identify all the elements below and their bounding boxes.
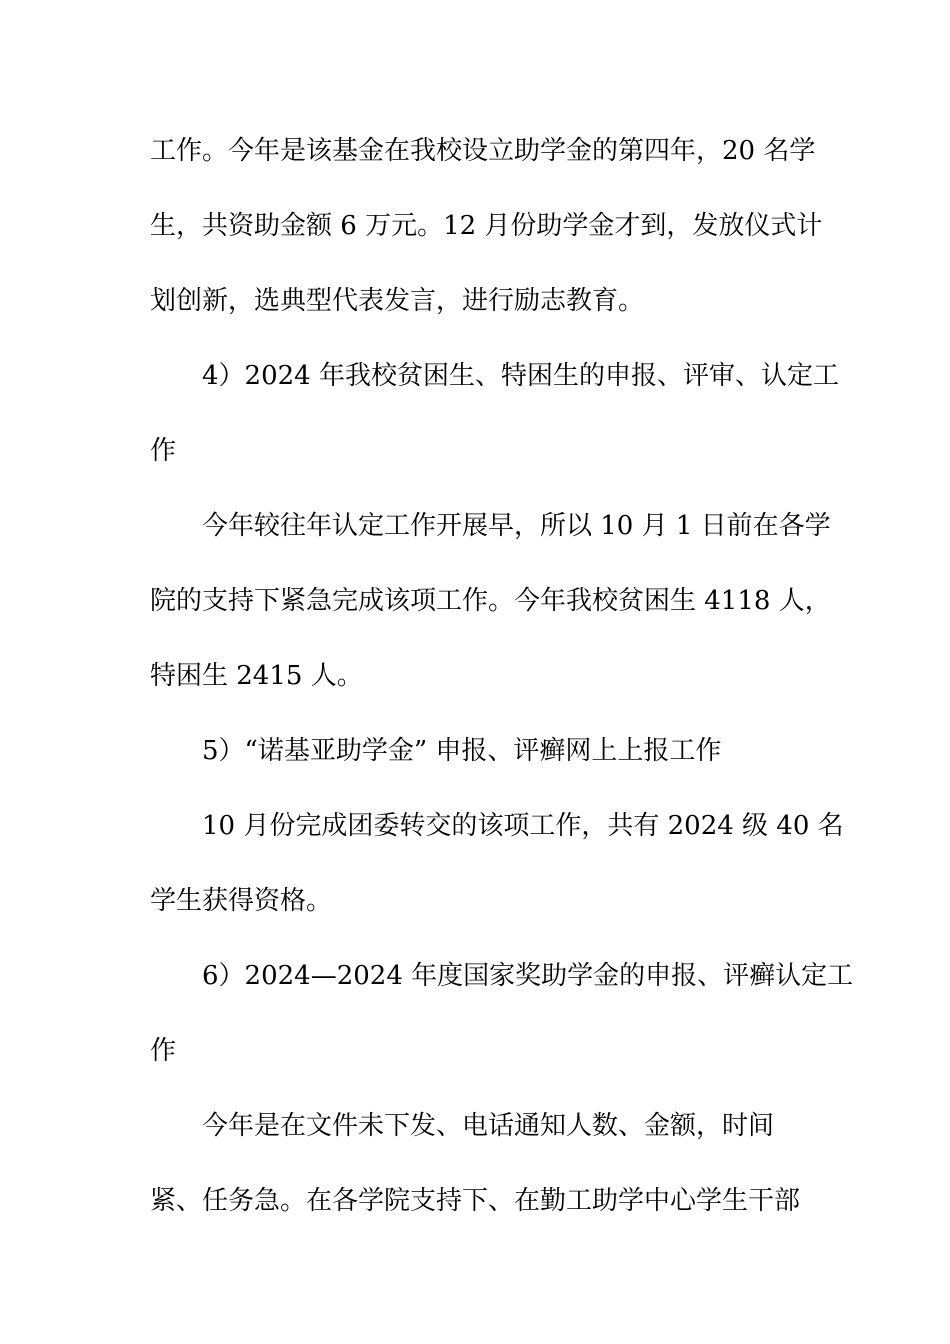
text-line-10: 10 月份完成团委转交的该项工作，共有 2024 级 40 名: [202, 811, 844, 841]
section-heading-4-continued: 作: [150, 436, 177, 466]
section-heading-6-continued: 作: [150, 1036, 177, 1066]
text-line-7: 院的支持下紧急完成该项工作。今年我校贫困生 4118 人，: [150, 586, 831, 616]
text-line-11: 学生获得资格。: [150, 886, 333, 916]
text-line-6: 今年较往年认定工作开展早，所以 10 月 1 日前在各学: [202, 511, 831, 541]
text-line-15: 紧、任务急。在各学院支持下、在勤工助学中心学生干部: [150, 1186, 801, 1216]
text-line-8: 特困生 2415 人。: [150, 661, 363, 691]
text-line-3: 划创新，选典型代表发言，进行励志教育。: [150, 286, 645, 316]
section-heading-5: 5）“诺基亚助学金” 申报、评癣网上上报工作: [202, 736, 722, 766]
section-heading-4: 4）2024 年我校贫困生、特困生的申报、评审、认定工: [202, 361, 839, 391]
text-line-14: 今年是在文件未下发、电话通知人数、金额，时间: [202, 1111, 775, 1141]
section-heading-6: 6）2024—2024 年度国家奖助学金的申报、评癣认定工: [202, 961, 854, 991]
text-line-2: 生，共资助金额 6 万元。12 月份助学金才到，发放仪式计: [150, 211, 823, 241]
text-line-1: 工作。今年是该基金在我校设立助学金的第四年，20 名学: [150, 136, 816, 166]
